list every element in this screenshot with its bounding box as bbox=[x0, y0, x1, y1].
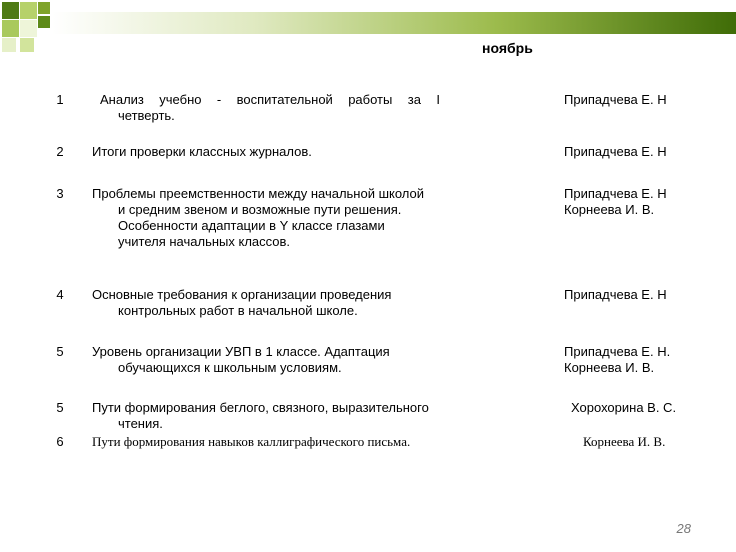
row-topic: Основные требования к организации проведения контрольных работ в начальной школе. bbox=[92, 287, 392, 318]
row-topic-line: Анализ учебно - воспитательной работы за I bbox=[100, 92, 440, 107]
decor-square bbox=[38, 16, 50, 28]
row-person: Корнеева И. В. bbox=[583, 434, 666, 449]
decor-square bbox=[38, 2, 50, 14]
page-number: 28 bbox=[676, 521, 691, 536]
row-number: 5 bbox=[56, 400, 64, 415]
row-topic: Пути формирования беглого, связного, выразительного чтения. bbox=[92, 400, 429, 431]
row-person: Припадчева Е. Н Корнеева И. В. bbox=[564, 186, 667, 217]
row-topic: Итоги проверки классных журналов. bbox=[92, 144, 312, 159]
row-person: Припадчева Е. Н bbox=[564, 92, 667, 107]
row-person: Хорохорина В. С. bbox=[571, 400, 677, 415]
header-gradient-bar bbox=[52, 12, 736, 34]
row-person: Припадчева Е. Н bbox=[564, 144, 667, 159]
row-topic: Проблемы преемственности между начальной школой и средним звеном и возможные пути решения. Особенности адаптации в Y классе глазами учителя начальных классов. bbox=[92, 186, 425, 249]
row-number: 6 bbox=[56, 434, 64, 449]
row-topic bbox=[100, 92, 480, 124]
decor-square bbox=[20, 38, 34, 52]
decor-square bbox=[20, 2, 37, 19]
row-number: 5 bbox=[56, 344, 64, 359]
decor-square bbox=[2, 38, 16, 52]
row-person: Припадчева Е. Н bbox=[564, 287, 667, 302]
row-topic-line: четверть. bbox=[118, 108, 175, 123]
decor-square bbox=[2, 2, 19, 19]
month-title: ноябрь bbox=[482, 40, 533, 56]
decor-square bbox=[20, 20, 37, 37]
row-number: 1 bbox=[56, 92, 64, 107]
row-topic: Уровень организации УВП в 1 классе. Адаптация обучающихся к школьным условиям. bbox=[92, 344, 390, 375]
row-number: 4 bbox=[56, 287, 64, 302]
row-number: 3 bbox=[56, 186, 64, 201]
row-number: 2 bbox=[56, 144, 64, 159]
row-person: Припадчева Е. Н. Корнеева И. В. bbox=[564, 344, 671, 375]
decor-square bbox=[2, 20, 19, 37]
row-topic: Пути формирования навыков каллиграфического письма. bbox=[92, 434, 411, 449]
